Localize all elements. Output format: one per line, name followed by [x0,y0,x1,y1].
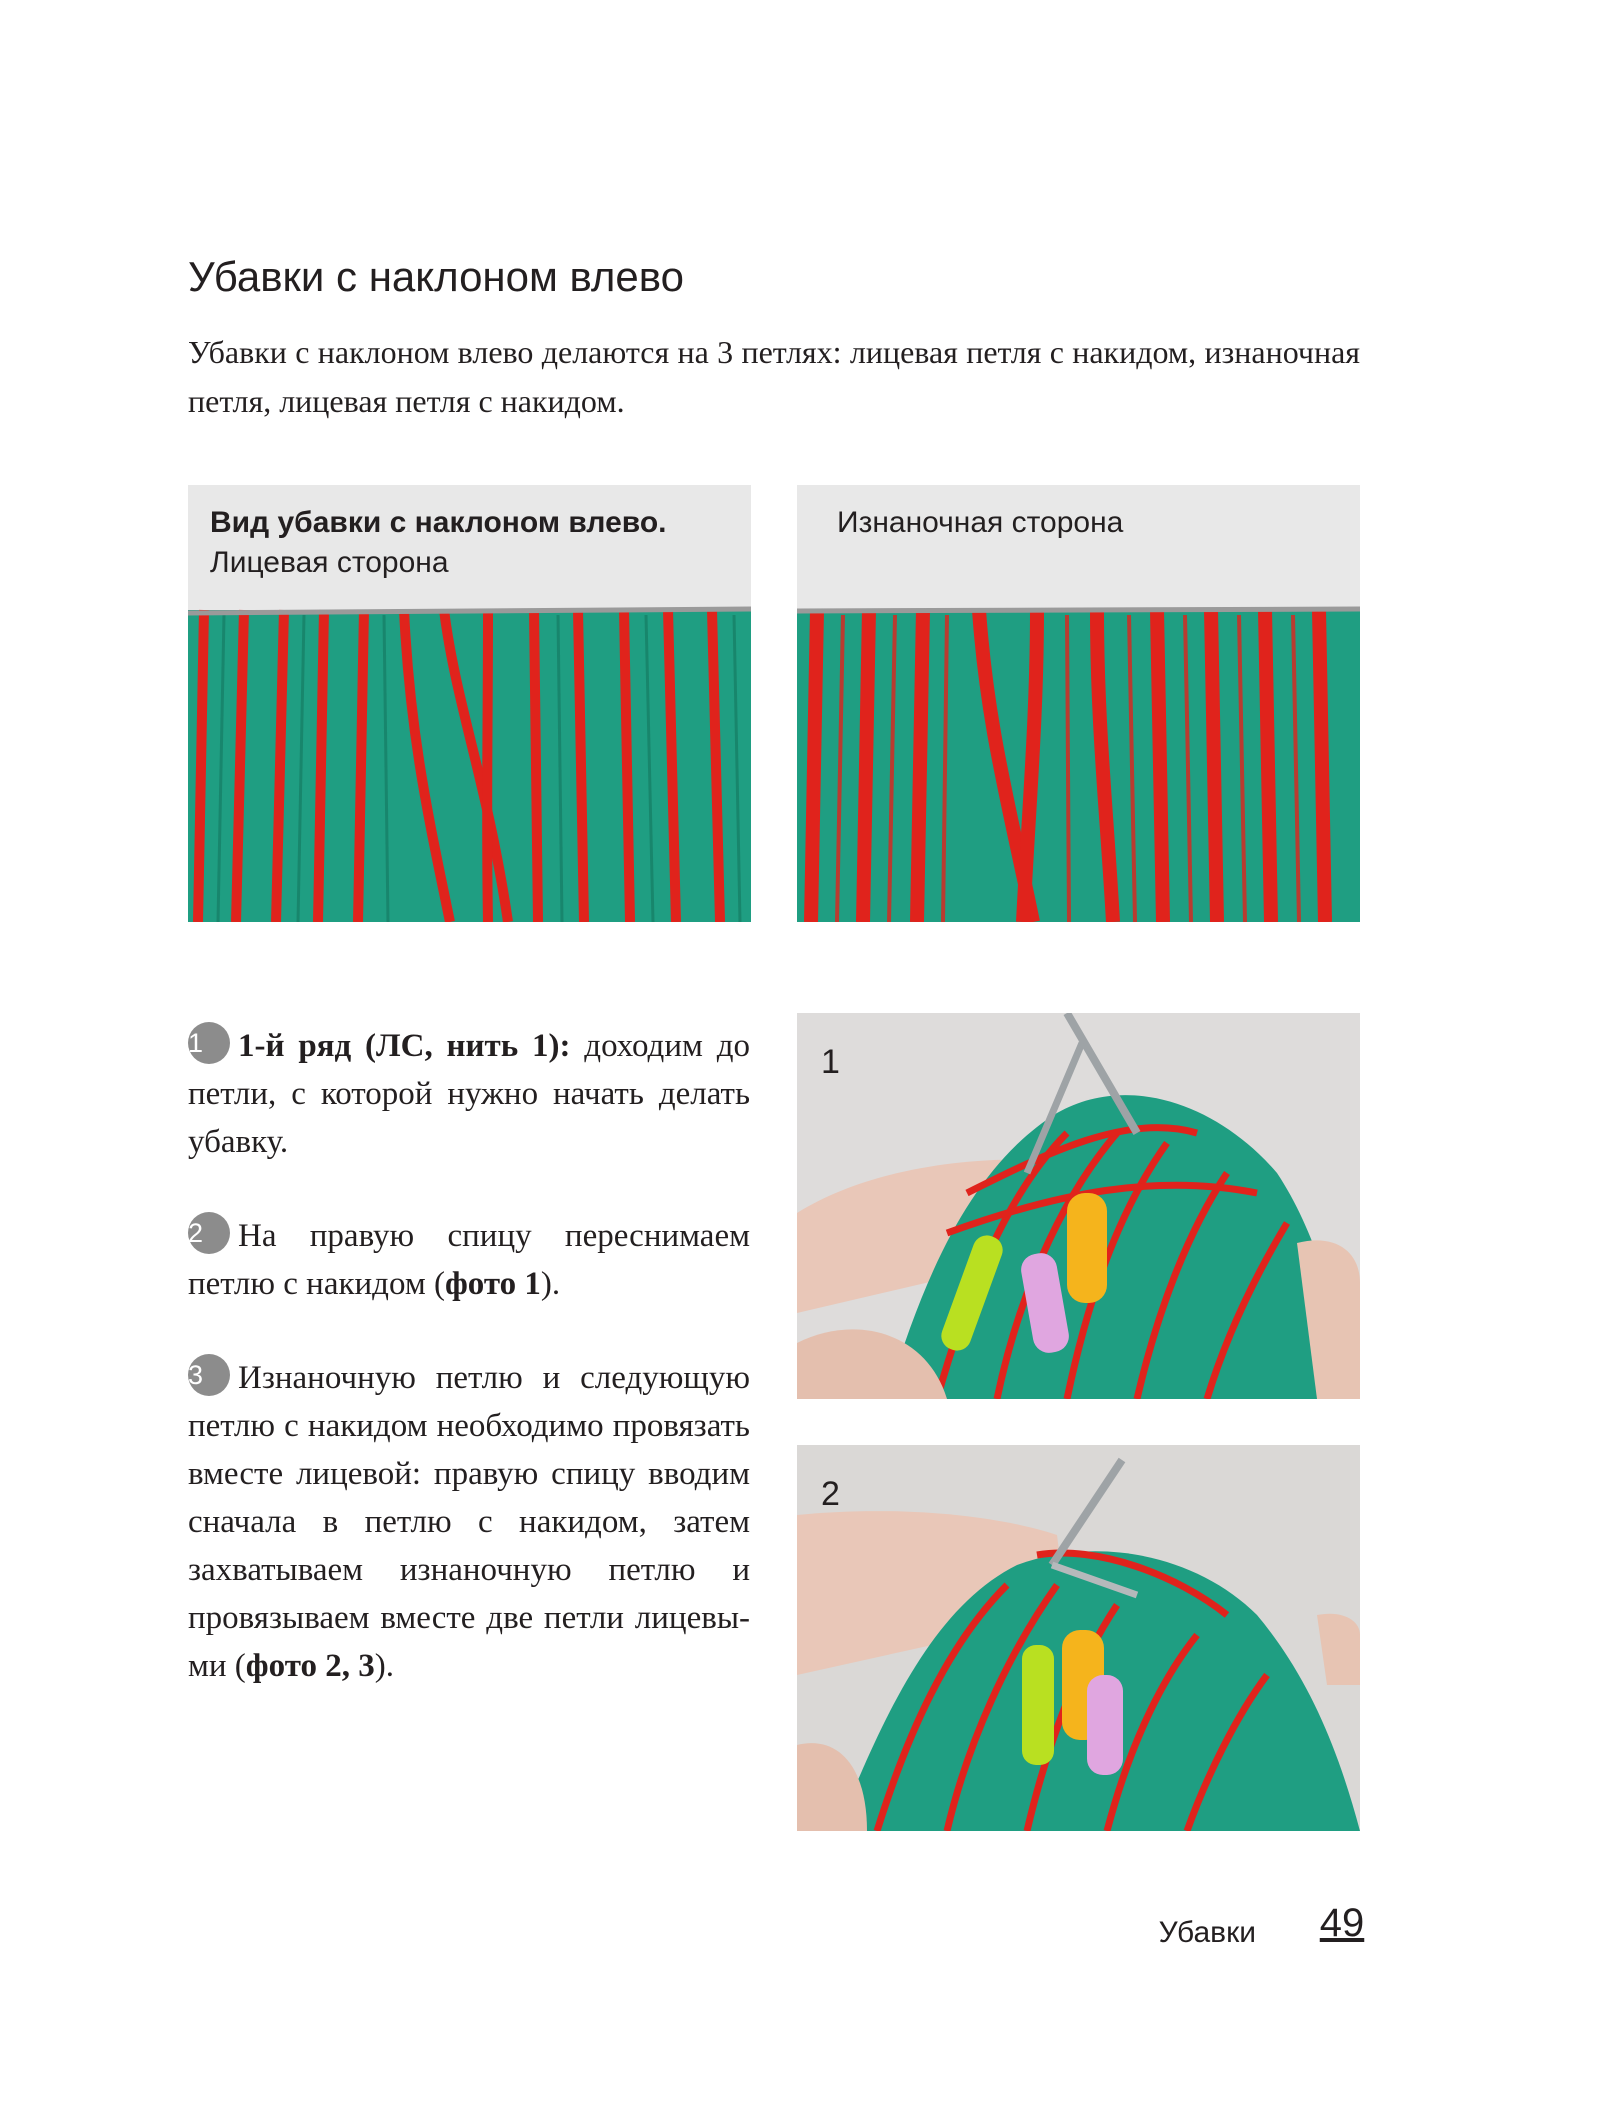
photo-front-caption-bold: Вид убавки с наклоном влево. [210,506,667,539]
step-1-text: доходим до петли, с которой нужно начать делать убавку. [188,1028,750,1160]
footer-section-title: Убавки [1158,1916,1256,1949]
knitting-needles-markers-image-1 [797,1013,1360,1399]
section-heading: Убавки с наклоном влево [188,253,684,300]
photo-front-caption: Лицевая сторона [210,546,449,579]
step-2 [188,1212,750,1308]
intro-paragraph: Убавки с наклоном влево делаются на 3 петлях: лицевая петля с накидом, изнаночная петля, лицевая петля с накидом. [188,334,1360,419]
step-3-badge: 3 [188,1354,230,1396]
step-photo-2 [797,1445,1360,1831]
photo-front-side [188,485,751,922]
step-1-bold: 1-й ряд (ЛС, нить 1): [238,1028,571,1064]
step-photo-1 [797,1013,1360,1399]
step-3-bold: фото 2, 3 [245,1648,375,1684]
step-2-text-before: На правую спицу переснимаем петлю с накидом ( [188,1218,750,1302]
step-1-badge: 1 [188,1022,230,1064]
step-1 [188,1022,750,1166]
steps-list [188,1022,750,1736]
step-photo-2-number: 2 [821,1475,840,1513]
knitting-needles-markers-image-2 [797,1445,1360,1831]
step-3-text-before: Изнаночную петлю и следующую петлю с накидом необходимо провязать вместе лицевой: правую спицу вводим сначала в петлю с накидом, затем захватываем изнаночную петлю и провязываем вместе две петли лицевыми ( [188,1360,750,1684]
step-2-badge: 2 [188,1212,230,1254]
step-2-bold: фото 1 [444,1266,541,1302]
step-photo-1-number: 1 [821,1043,840,1081]
page-number: 49 [1319,1901,1365,1945]
photo-back-side [797,485,1360,922]
step-2-text-after: ). [540,1266,561,1302]
step-3 [188,1354,750,1690]
step-3-text-after: ). [374,1648,394,1684]
knit-back-image [797,485,1360,922]
photo-back-caption: Изнаночная сторона [837,506,1124,539]
